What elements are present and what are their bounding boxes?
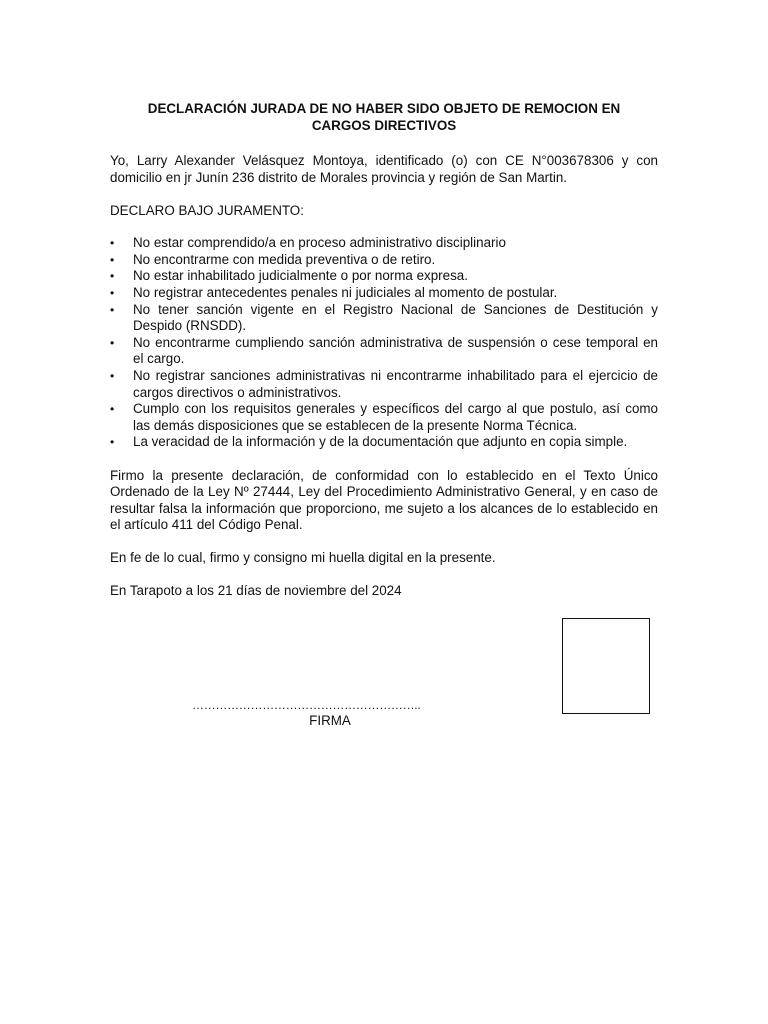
list-item	[110, 252, 658, 269]
list-item	[110, 268, 658, 285]
list-item-text: No estar inhabilitado judicialmente o por norma expresa.	[133, 268, 468, 284]
bullet-icon: •	[110, 435, 115, 450]
list-item-text: No encontrarme cumpliendo sanción administrativa de suspensión o cese temporal en el cargo.	[133, 334, 658, 367]
bullet-icon: •	[110, 236, 115, 251]
list-item	[110, 401, 658, 434]
list-item-text: No estar comprendido/a en proceso administrativo disciplinario	[133, 235, 506, 251]
list-item-text: Cumplo con los requisitos generales y específicos del cargo al que postulo, así como las demás disposiciones que se establecen de la presente Norma Técnica.	[133, 401, 658, 433]
list-item	[110, 368, 658, 401]
document-title: DECLARACIÓN JURADA DE NO HABER SIDO OBJETO DE REMOCION EN CARGOS DIRECTIVOS	[147, 101, 621, 133]
firmo-paragraph: Firmo la presente declaración, de conformidad con lo establecido en el Texto Único Ordenado de la Ley Nº 27444, Ley del Procedimiento Administrativo General, y en caso de resultar falsa la información que proporciono, me sujeto a los alcances de lo establecido en el artículo 411 del Código Penal.	[110, 467, 658, 533]
list-item	[110, 335, 658, 368]
list-item	[110, 302, 658, 335]
list-item	[110, 235, 658, 252]
bullet-icon: •	[110, 286, 115, 301]
list-item	[110, 285, 658, 302]
declaro-heading: DECLARO BAJO JURAMENTO:	[110, 202, 304, 218]
bullet-icon: •	[110, 302, 115, 317]
bullet-icon: •	[110, 252, 115, 267]
document-body	[110, 100, 658, 617]
list-item-text: No encontrarme con medida preventiva o de retiro.	[133, 251, 436, 267]
list-item-text: La veracidad de la información y de la documentación que adjunto en copia simple.	[133, 434, 628, 450]
bullet-icon: •	[110, 335, 115, 350]
list-item-text: No tener sanción vigente en el Registro Nacional de Sanciones de Destitución y Despido (RNSDD).	[133, 301, 658, 334]
fe-paragraph: En fe de lo cual, firmo y consigno mi huella digital en la presente.	[110, 550, 496, 566]
intro-paragraph: Yo, Larry Alexander Velásquez Montoya, identificado (o) con CE N°003678306 y con domicilio en jr Junín 236 distrito de Morales provincia y región de San Martin.	[110, 153, 658, 185]
signature-label: FIRMA	[309, 713, 351, 728]
bullet-icon: •	[110, 402, 115, 417]
signature-line: …………………………………………………..	[192, 698, 421, 712]
fingerprint-box	[562, 618, 650, 714]
list-item-text: No registrar antecedentes penales ni judiciales al momento de postular.	[133, 285, 558, 301]
declaration-list	[110, 235, 658, 451]
bullet-icon: •	[110, 369, 115, 384]
list-item	[110, 434, 658, 451]
bullet-icon: •	[110, 269, 115, 284]
place-date: En Tarapoto a los 21 días de noviembre del 2024	[110, 583, 402, 599]
list-item-text: No registrar sanciones administrativas ni encontrarme inhabilitado para el ejercicio de cargos directivos o administrativos.	[133, 368, 658, 400]
